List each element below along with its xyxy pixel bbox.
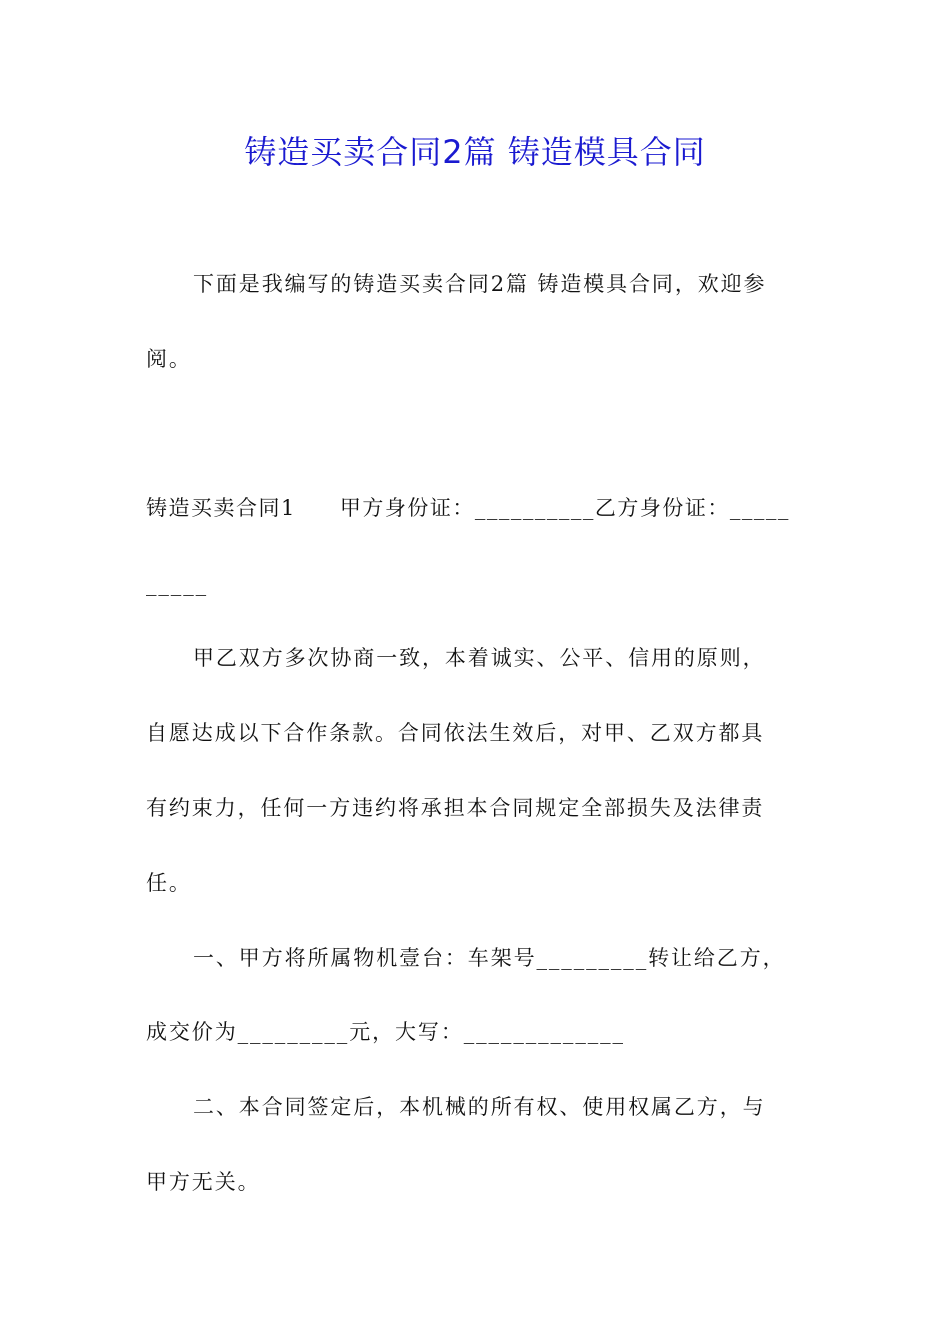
price-uppercase-blank: _____________ xyxy=(463,1020,625,1044)
vin-blank: _________ xyxy=(536,946,649,970)
intro-line-2: 阅。 xyxy=(146,347,192,371)
clause1-line-2 xyxy=(146,1016,806,1048)
contract-label: 铸造买卖合同1 xyxy=(146,496,296,520)
clause2-line-2: 甲方无关。 xyxy=(146,1170,261,1194)
clause2-line-1: 二、本合同签定后，本机械的所有权、使用权属乙方，与 xyxy=(193,1095,766,1119)
intro-line-1: 下面是我编写的铸造买卖合同2篇 铸造模具合同，欢迎参 xyxy=(193,272,767,296)
paragraph1-line-4: 任。 xyxy=(146,871,192,895)
paragraph1-line-2: 自愿达成以下合作条款。合同依法生效后，对甲、乙双方都具 xyxy=(146,721,765,745)
party-a-id-blank: __________ xyxy=(474,496,595,520)
party-b-id-blank: _____ xyxy=(729,496,790,520)
clause1-text-1: 一、甲方将所属物机壹台：车架号 xyxy=(193,946,537,970)
paragraph1-line-1: 甲乙双方多次协商一致，本着诚实、公平、信用的原则， xyxy=(193,646,766,670)
price-uppercase-label: 元，大写： xyxy=(349,1020,464,1044)
price-label: 成交价为 xyxy=(146,1020,238,1044)
document-title: 铸造买卖合同2篇 铸造模具合同 xyxy=(244,133,706,171)
clause1-text-2: 转让给乙方， xyxy=(648,946,786,970)
clause1-line-1 xyxy=(193,942,806,974)
party-b-id-label: 乙方身份证： xyxy=(594,496,730,520)
contract-header-continuation: _____ xyxy=(146,572,208,596)
paragraph1-line-3: 有约束力，任何一方违约将承担本合同规定全部损失及法律责 xyxy=(146,796,765,820)
contract-header-line xyxy=(146,492,806,524)
price-blank: _________ xyxy=(237,1020,350,1044)
party-a-id-label: 甲方身份证： xyxy=(339,496,475,520)
